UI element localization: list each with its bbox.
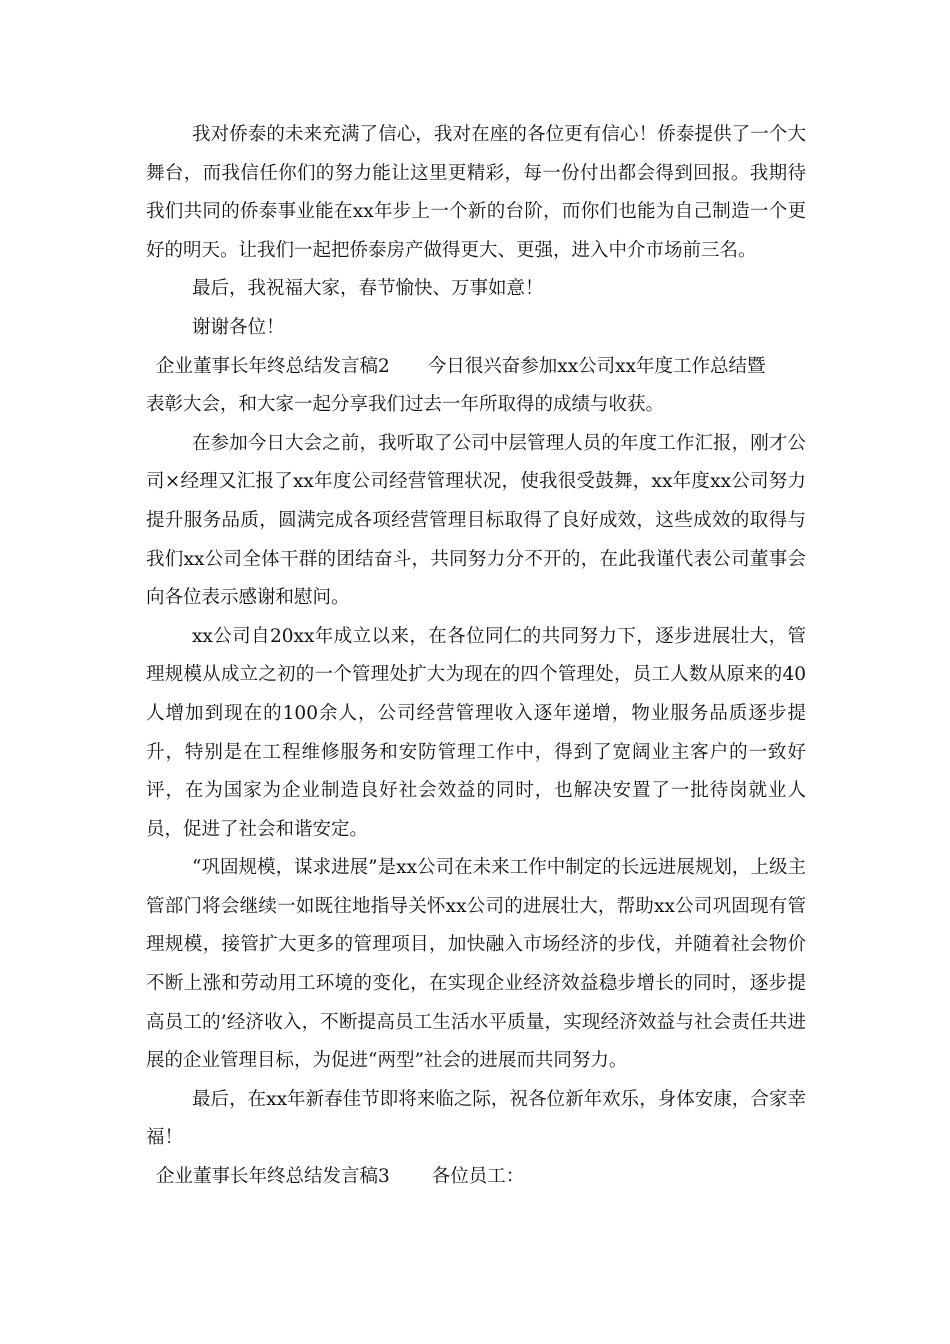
paragraph-thanks: 谢谢各位！ (192, 316, 285, 338)
paragraph-history: xx公司自20xx年成立以来，在各位同仁的共同努力下，逐步进展壮大，管理规模从成立之初的一个管理处扩大为现在的四个管理处，员工人数从原来的40人增加到现在的100余人，公司经营管理收入逐年递增，物业服务品质逐步提升，特别是在工程维修服务和安防管理工作中，得到了宽阔业主客户的一致好评，在为国家为企业制造良好社会效益的同时，也解决安置了一批待岗就业人员，促进了社会和谐安定。 (146, 625, 806, 840)
section-heading-3: 企业董事长年终总结发言稿3 (156, 1166, 390, 1188)
section-heading-2-line (146, 348, 806, 387)
paragraph-meeting: 在参加今日大会之前，我听取了公司中层管理人员的年度工作汇报，刚才公司×经理又汇报了xx年度公司经营管理状况，使我很受鼓舞，xx年度xx公司努力提升服务品质，圆满完成各项经营管理目标取得了良好成效，这些成效的取得与我们xx公司全体干群的团结奋斗，共同努力分不开的，在此我谨代表公司董事会向各位表示感谢和慰问。 (146, 432, 806, 609)
section-heading-3-line (146, 1158, 806, 1197)
paragraph-new-year: 最后，在xx年新春佳节即将来临之际，祝各位新年欢乐，身体安康，合家幸福！ (146, 1088, 806, 1149)
document-body (146, 116, 806, 1197)
section-2-opening-line: 今日很兴奋参加xx公司xx年度工作总结暨 (427, 355, 766, 377)
section-heading-2: 企业董事长年终总结发言稿2 (156, 355, 390, 377)
paragraph-blessing: 最后，我祝福大家，春节愉快、万事如意！ (192, 278, 544, 300)
section-3-salutation: 各位员工： (431, 1166, 525, 1188)
paragraph-plan: “巩固规模，谋求进展”是xx公司在未来工作中制定的长远进展规划，上级主管部门将会继续一如既往地指导关怀xx公司的进展壮大，帮助xx公司巩固现有管理规模，接管扩大更多的管理项目，加快融入市场经济的步伐，并随着社会物价不断上涨和劳动用工环境的变化，在实现企业经济效益稳步增长的同时，逐步提高员工的’经济收入，不断提高员工生活水平质量，实现经济效益与社会责任共进展的企业管理目标，为促进“两型”社会的进展而共同努力。 (146, 857, 806, 1072)
paragraph-confidence: 我对侨泰的未来充满了信心，我对在座的各位更有信心！侨泰提供了一个大舞台，而我信任你们的努力能让这里更精彩，每一份付出都会得到回报。我期待我们共同的侨泰事业能在xx年步上一个新的台阶，而你们也能为自己制造一个更好的明天。让我们一起把侨泰房产做得更大、更强，进入中介市场前三名。 (146, 124, 806, 261)
section-2-opening-continued: 表彰大会，和大家一起分享我们过去一年所取得的成绩与收获。 (146, 394, 665, 416)
